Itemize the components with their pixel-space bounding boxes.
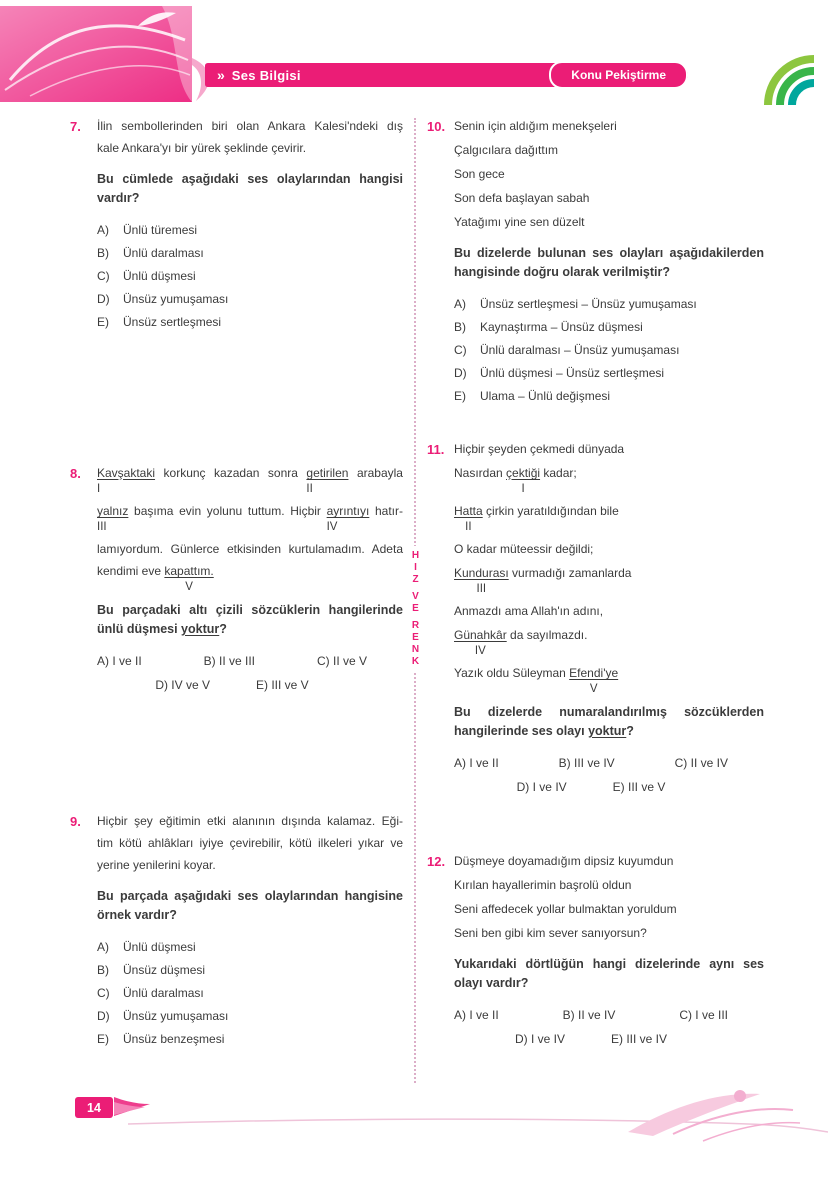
stem-text: Senin için aldığım menekşeleri [454, 119, 617, 133]
stem-text: çirkin yaratıldığından bile [482, 504, 619, 518]
underlined-word [454, 565, 509, 595]
question-prompt [97, 887, 403, 925]
stem-line [454, 853, 764, 870]
stem-line [454, 925, 764, 942]
stem-text: hatır- [369, 504, 404, 518]
option-E: E) III ve V [256, 678, 309, 692]
option-D: D) IV ve V [155, 678, 210, 692]
roman-numeral: IV [474, 645, 486, 657]
option-B [97, 245, 403, 262]
section-title: Ses Bilgisi [231, 67, 301, 83]
stem-line [454, 166, 764, 183]
underlined-word [569, 665, 619, 695]
underlined-word [506, 465, 541, 495]
option-B: B) III ve IV [558, 756, 615, 770]
options [454, 296, 764, 405]
option-E [97, 1031, 403, 1048]
option-letter: A) [97, 223, 109, 237]
stem-text: Nasırdan [454, 466, 507, 480]
question-7 [70, 118, 403, 337]
option-letter: C) [97, 269, 110, 283]
stem-line [454, 190, 764, 207]
option-E: E) III ve V [612, 780, 666, 794]
question-11 [427, 441, 764, 803]
brand-letter: V [412, 591, 419, 602]
option-letter: C) [454, 343, 467, 357]
stem-line [97, 118, 403, 135]
stem-text: Düşmeye doyamadığım dipsiz kuyumdun [454, 854, 674, 868]
question-number: 8. [70, 466, 81, 481]
prompt-text: Bu cümlede aşağıdaki ses olaylarından hangisi vardır? [97, 172, 403, 205]
question-prompt [97, 170, 403, 208]
option-letter: D) [97, 1009, 110, 1023]
stem-text: Seni affedecek yollar bulmaktan yoruldum [454, 902, 677, 916]
option-B: B) II ve IV [562, 1008, 616, 1022]
stem-text: kendimi eve [97, 564, 165, 578]
question-body [97, 813, 403, 1054]
question-body [97, 465, 403, 701]
option-A: A) I ve II [454, 756, 499, 770]
stem-text: Anmazdı ama Allah'ın adını, [454, 604, 604, 618]
option-text: Ünlü daralması [123, 986, 204, 1000]
stem-line [454, 503, 764, 533]
question-body [454, 118, 764, 411]
underlined-word-text: çektiği [506, 466, 541, 480]
brand-vertical-text [408, 546, 423, 672]
options [97, 939, 403, 1048]
stem-line [97, 503, 404, 533]
roman-numeral: III [476, 583, 487, 595]
option-letter: A) [454, 297, 466, 311]
stem-text: Son gece [454, 167, 505, 181]
question-8 [70, 465, 403, 701]
option-row [97, 677, 403, 694]
underlined-word [97, 503, 129, 533]
stem-text: arabayla [348, 466, 403, 480]
option-text: Ünsüz yumuşaması [123, 292, 229, 306]
question-stem [454, 118, 764, 231]
prompt-text: Bu parçada aşağıdaki ses olaylarından hangisine örnek vardır? [97, 889, 403, 922]
brand-letter: Z [412, 574, 419, 585]
underlined-word-text: Efendi'ye [569, 666, 619, 680]
question-9 [70, 813, 403, 1054]
option-A [454, 296, 764, 313]
option-text: Ünsüz düşmesi [123, 963, 206, 977]
topic-reinforcement-badge: Konu Pekiştirme [549, 61, 688, 89]
brand-letter: K [411, 656, 420, 667]
option-text: Ulama – Ünlü değişmesi [480, 389, 611, 403]
stem-line [454, 541, 764, 558]
question-body [454, 853, 764, 1055]
content-area [0, 118, 828, 1083]
speed-gauge-icon [760, 53, 828, 105]
stem-text: Yazık oldu Süleyman [454, 666, 570, 680]
option-letter: B) [97, 963, 109, 977]
option-letter: D) [454, 366, 467, 380]
question-10 [427, 118, 764, 411]
option-text: Ünsüz benzeşmesi [123, 1032, 225, 1046]
option-text: Ünsüz sertleşmesi [123, 315, 222, 329]
option-E [454, 388, 764, 405]
question-number: 10. [427, 119, 446, 134]
option-C [454, 342, 764, 359]
option-letter: E) [97, 1032, 109, 1046]
brand-letter: E [412, 603, 419, 614]
option-row [454, 755, 764, 772]
option-row [97, 653, 403, 670]
option-C [97, 985, 403, 1002]
prompt-text: Bu parçadaki altı çizili sözcüklerin hangilerinde ünlü düşmesi [97, 603, 403, 636]
underlined-word [454, 627, 507, 657]
stem-text: da sayılmazdı. [506, 628, 588, 642]
stem-line [454, 465, 764, 495]
stem-text: tim kötü ahlâkları iyiye çevirebilir, kötü ilkeleri yıkar ve [97, 836, 403, 850]
question-stem [97, 118, 403, 157]
underlined-prompt-word: yoktur [588, 724, 627, 738]
bottom-right-decoration [128, 1074, 828, 1152]
prompt-text: Bu dizelerde numaralandırılmış sözcüklerden hangilerinde ses olayı [454, 705, 764, 738]
question-prompt [97, 601, 403, 639]
roman-numeral: V [185, 581, 193, 593]
option-letter: D) [97, 292, 110, 306]
option-row [454, 1031, 764, 1048]
option-B: B) II ve III [203, 654, 256, 668]
brand-letter: E [412, 632, 419, 643]
question-prompt [454, 703, 764, 741]
stem-text: O kadar müteessir değildi; [454, 542, 594, 556]
stem-line [454, 603, 764, 620]
option-text: Ünsüz yumuşaması [123, 1009, 229, 1023]
question-body [454, 441, 764, 803]
option-A: A) I ve II [97, 654, 142, 668]
stem-line [454, 877, 764, 894]
stem-text: İlin sembollerinden biri olan Ankara Kalesi'ndeki dış [97, 119, 403, 133]
underlined-word-text: Günahkâr [454, 628, 507, 642]
brand-letter: R [411, 620, 420, 631]
option-row [454, 1007, 764, 1024]
underlined-word-text: getirilen [306, 466, 349, 480]
option-letter: B) [454, 320, 466, 334]
left-column [70, 118, 403, 1054]
roman-numeral: IV [326, 521, 338, 533]
stem-line [97, 813, 403, 830]
stem-line [454, 901, 764, 918]
stem-line [97, 541, 403, 558]
roman-numeral: II [465, 521, 472, 533]
options [454, 1007, 764, 1048]
underlined-word [326, 503, 370, 533]
option-A: A) I ve II [454, 1008, 499, 1022]
question-stem [454, 853, 764, 942]
stem-text: lamıyordum. Günlerce etkisinden kurtulamadım. Adeta [97, 542, 403, 556]
underlined-word-text: ayrıntıyı [326, 504, 370, 518]
option-D: D) I ve IV [516, 780, 567, 794]
option-text: Ünsüz sertleşmesi – Ünsüz yumuşaması [480, 297, 697, 311]
option-C [97, 268, 403, 285]
option-C: C) II ve V [316, 654, 367, 668]
option-text: Ünlü daralması – Ünsüz yumuşaması [480, 343, 680, 357]
stem-line [454, 665, 764, 695]
options [97, 653, 403, 694]
stem-line [97, 563, 403, 593]
option-text: Ünlü daralması [123, 246, 204, 260]
question-number: 11. [427, 442, 445, 457]
underlined-prompt-word: yoktur [181, 622, 220, 636]
question-prompt [454, 955, 764, 993]
brand-letter: N [411, 644, 420, 655]
stem-text: başıma evin yolunu tuttum. Hiçbir [128, 504, 327, 518]
option-C: C) II ve IV [674, 756, 728, 770]
option-E [97, 314, 403, 331]
stem-text: kale Ankara'yı bir yürek şeklinde çevirir. [97, 141, 307, 155]
stem-line [97, 857, 403, 874]
stem-text: Seni ben gibi kim sever sanıyorsun? [454, 926, 647, 940]
option-text: Ünlü türemesi [123, 223, 198, 237]
question-body [97, 118, 403, 337]
question-number: 9. [70, 814, 81, 829]
underlined-word-text: Kundurası [454, 566, 509, 580]
stem-line [97, 835, 403, 852]
top-left-decoration [0, 0, 232, 110]
prompt-text: ? [219, 622, 227, 636]
question-stem [454, 441, 764, 695]
option-text: Kaynaştırma – Ünsüz düşmesi [480, 320, 643, 334]
option-letter: E) [97, 315, 109, 329]
stem-line [454, 565, 764, 595]
underlined-word-text: kapattım. [164, 564, 214, 578]
option-B [97, 962, 403, 979]
brand-letter: I [414, 562, 417, 573]
section-header-bar [205, 63, 688, 87]
option-D: D) I ve IV [514, 1032, 565, 1046]
option-A [97, 939, 403, 956]
options [454, 755, 764, 796]
question-number: 12. [427, 854, 446, 869]
stem-text: Yatağımı yine sen düzelt [454, 215, 585, 229]
underlined-word [306, 465, 349, 495]
stem-text: kadar; [540, 466, 577, 480]
stem-text: Çalgıcılara dağıttım [454, 143, 559, 157]
stem-text: yerine yenilerini koyar. [97, 858, 216, 872]
option-text: Ünlü düşmesi [123, 940, 196, 954]
option-A [97, 222, 403, 239]
question-12 [427, 853, 764, 1055]
roman-numeral: I [97, 483, 101, 495]
stem-text: vurmadığı zamanlarda [508, 566, 632, 580]
roman-numeral: V [589, 683, 598, 695]
question-stem [97, 465, 404, 593]
option-D [97, 1008, 403, 1025]
roman-numeral: II [306, 483, 313, 495]
underlined-word [454, 503, 483, 533]
option-text: Ünlü düşmesi [123, 269, 196, 283]
option-letter: C) [97, 986, 110, 1000]
stem-line [454, 142, 764, 159]
column-divider [411, 118, 420, 1083]
underlined-word-text: Hatta [454, 504, 483, 518]
option-row [454, 779, 764, 796]
roman-numeral: III [97, 521, 107, 533]
stem-line [454, 441, 764, 458]
stem-line [97, 465, 403, 495]
page-number-badge: 14 [75, 1097, 113, 1118]
option-text: Ünlü düşmesi – Ünsüz sertleşmesi [480, 366, 665, 380]
stem-text: Kırılan hayallerimin başrolü oldun [454, 878, 632, 892]
prompt-text: Bu dizelerde bulunan ses olayları aşağıdakilerden hangisinde doğru olarak verilmiştir? [454, 246, 764, 279]
option-C: C) I ve III [679, 1008, 728, 1022]
option-B [454, 319, 764, 336]
stem-text: Hiçbir şeyden çekmedi dünyada [454, 442, 625, 456]
option-D [97, 291, 403, 308]
options [97, 222, 403, 331]
stem-line [97, 140, 403, 157]
option-E: E) III ve IV [611, 1032, 668, 1046]
underlined-word-text: Kavşaktaki [97, 466, 156, 480]
prompt-text: ? [626, 724, 634, 738]
stem-line [454, 118, 764, 135]
question-stem [97, 813, 403, 874]
right-column [427, 118, 764, 1055]
roman-numeral: I [521, 483, 525, 495]
stem-line [454, 214, 764, 231]
question-number: 7. [70, 119, 81, 134]
option-letter: E) [454, 389, 466, 403]
option-D [454, 365, 764, 382]
underlined-word [97, 465, 156, 495]
underlined-word [164, 563, 214, 593]
stem-text: Son defa başlayan sabah [454, 191, 590, 205]
option-letter: A) [97, 940, 109, 954]
prompt-text: Yukarıdaki dörtlüğün hangi dizelerinde aynı ses olayı vardır? [454, 957, 764, 990]
stem-text: Hiçbir şey eğitimin etki alanının dışında kalamaz. Eği- [97, 814, 403, 828]
option-letter: B) [97, 246, 109, 260]
stem-line [454, 627, 764, 657]
question-prompt [454, 244, 764, 282]
stem-text: korkunç kazadan sonra [155, 466, 307, 480]
brand-letter: H [411, 550, 420, 561]
underlined-word-text: yalnız [97, 504, 129, 518]
chevrons-icon: » [217, 66, 225, 83]
